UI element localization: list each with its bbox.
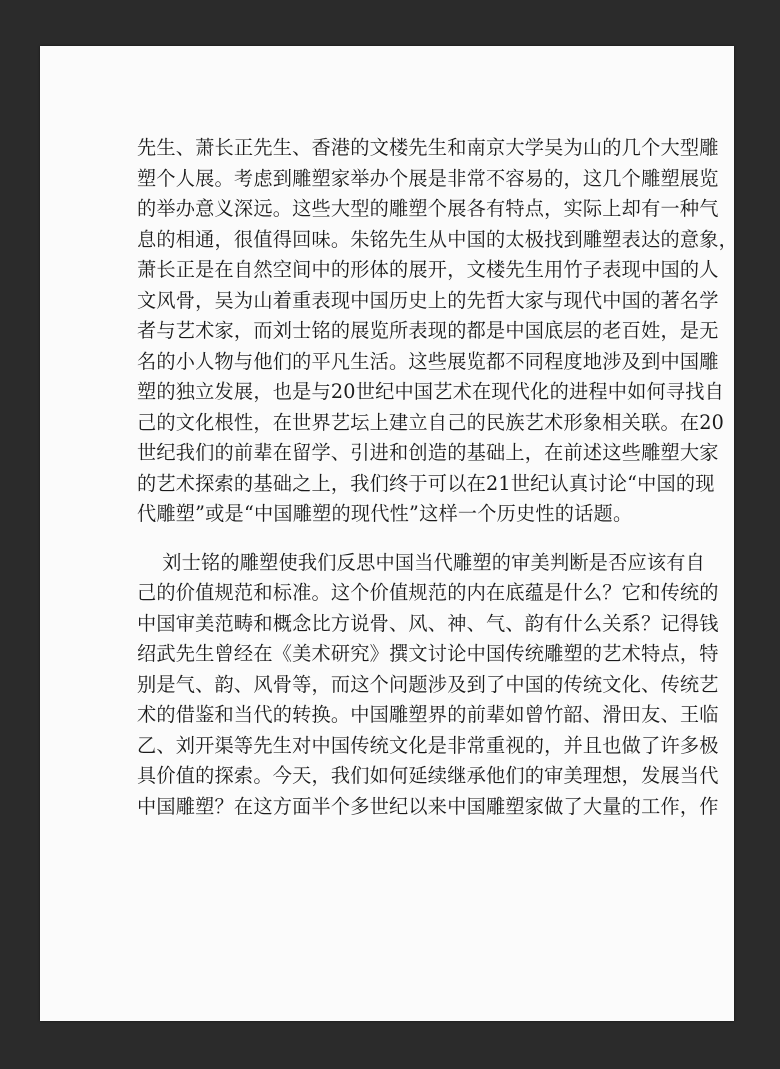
text-line: 己的文化根性，在世界艺坛上建立自己的民族艺术形象相关联。在20 [137,410,725,434]
text-line: 萧长正是在自然空间中的形体的展开，文楼先生用竹子表现中国的人 [137,258,719,281]
text-line: 己的价值规范和标准。这个价值规范的内在底蕴是什么？它和传统的 [137,581,719,604]
text-line: 刘士铭的雕塑使我们反思中国当代雕塑的审美判断是否应该有自 [137,550,706,574]
paragraph-gap [137,530,637,548]
text-line: 术的借鉴和当代的转换。中国雕塑界的前辈如曾竹韶、滑田友、王临 [137,703,719,726]
document-page [40,46,739,1021]
paragraph [137,133,739,530]
text-line: 息的相通，很值得回味。朱铭先生从中国的太极找到雕塑表达的意象， [137,227,739,251]
text-line: 塑个人展。考虑到雕塑家举办个展是非常不容易的，这几个雕塑展览 [137,166,719,190]
text-line: 中国审美范畴和概念比方说骨、风、神、气、韵有什么关系？记得钱 [137,611,719,635]
text-line: 别是气、韵、风骨等，而这个问题涉及到了中国的传统文化、传统艺 [137,672,719,696]
text-line: 具价值的探索。今天，我们如何延续继承他们的审美理想，发展当代 [137,764,719,787]
text-line: 世纪我们的前辈在留学、引进和创造的基础上，在前述这些雕塑大家 [137,441,719,464]
text-line: 文风骨，吴为山着重表现中国历史上的先哲大家与现代中国的著名学 [137,288,719,312]
text-line: 先生、萧长正先生、香港的文楼先生和南京大学吴为山的几个大型雕 [137,136,719,159]
paragraph [137,548,719,823]
body-text [137,133,739,822]
text-line: 塑的独立发展，也是与20世纪中国艺术在现代化的进程中如何寻找自 [137,380,725,403]
text-line: 者与艺术家，而刘士铭的展览所表现的都是中国底层的老百姓，是无 [137,319,719,342]
text-line: 中国雕塑？在这方面半个多世纪以来中国雕塑家做了大量的工作，作 [137,794,719,818]
text-line: 绍武先生曾经在《美术研究》撰文讨论中国传统雕塑的艺术特点，特 [137,642,719,665]
text-line: 名的小人物与他们的平凡生活。这些展览都不同程度地涉及到中国雕 [137,349,719,373]
text-line: 的艺术探索的基础之上，我们终于可以在21世纪认真讨论“中国的现 [137,471,715,495]
text-line: 乙、刘开渠等先生对中国传统文化是非常重视的，并且也做了许多极 [137,733,719,757]
text-line: 的举办意义深远。这些大型的雕塑个展各有特点，实际上却有一种气 [137,197,719,220]
text-line: 代雕塑”或是“中国雕塑的现代性”这样一个历史性的话题。 [137,502,633,525]
